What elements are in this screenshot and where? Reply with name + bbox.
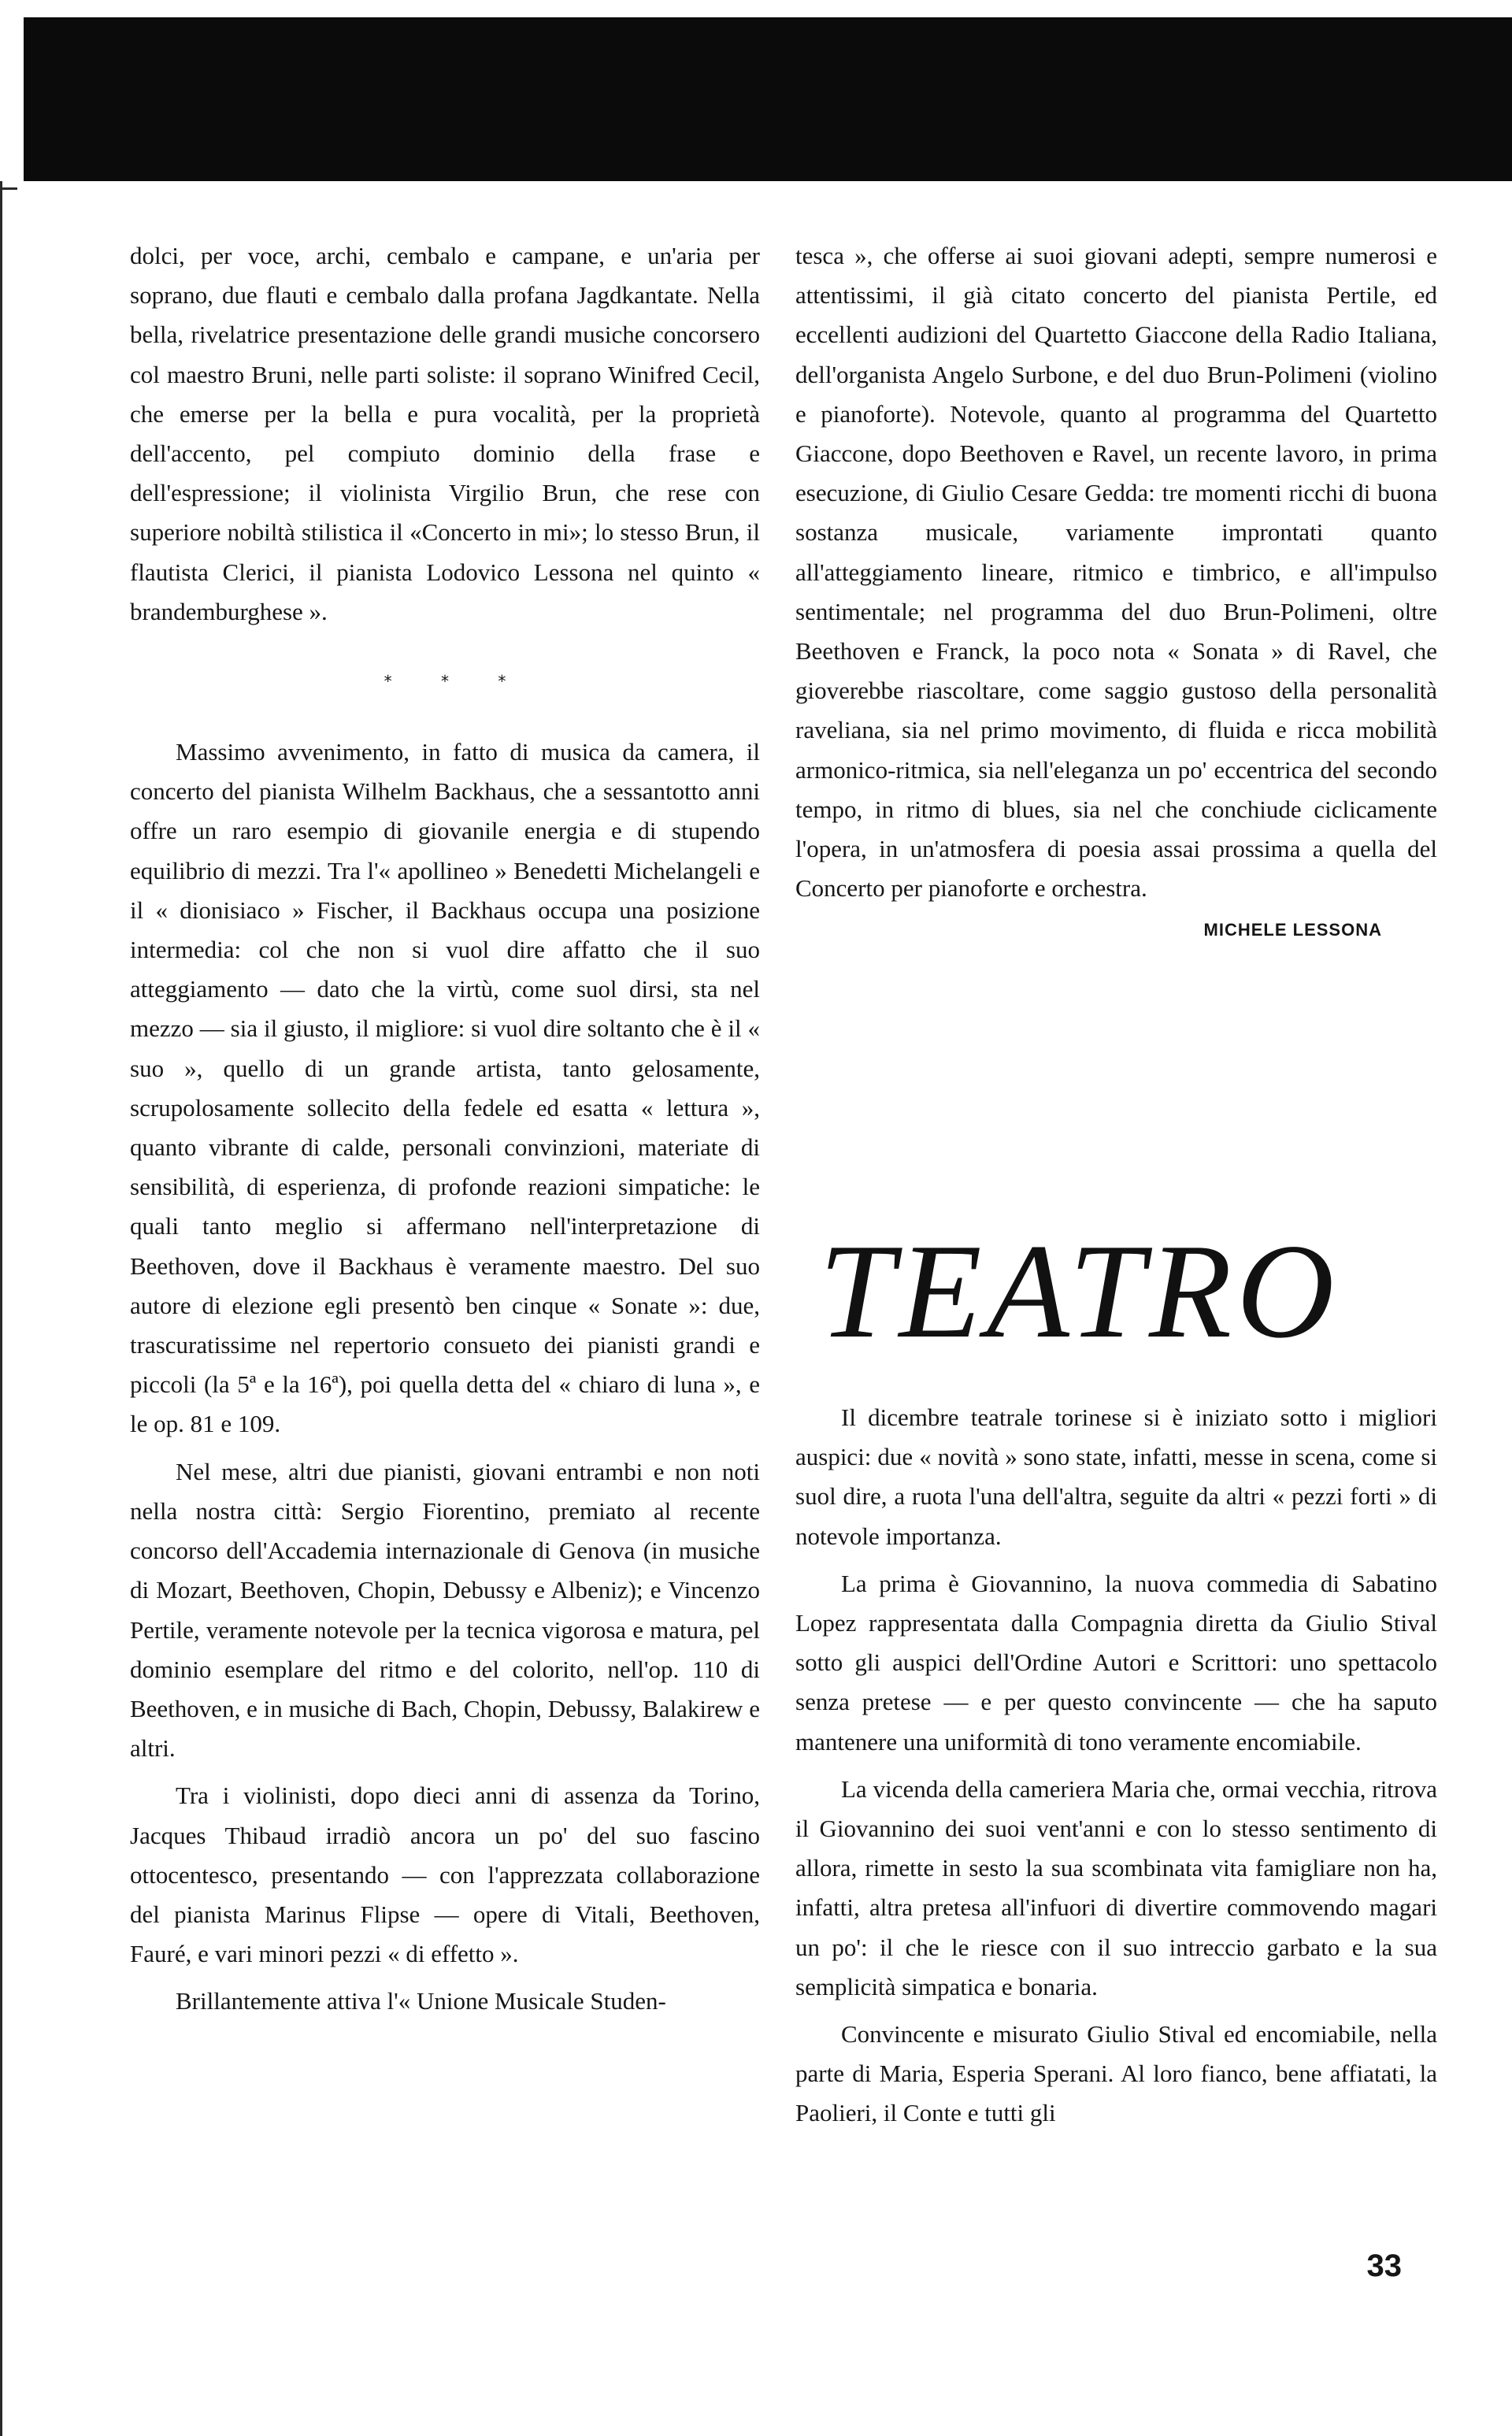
scan-left-edge bbox=[0, 181, 2, 2436]
section-separator-stars: * * * bbox=[384, 672, 528, 691]
paragraph-unione-continued: tesca », che offerse ai suoi giovani adepti, sempre numerosi e attentissimi, il già citato concerto del pianista Pertile, ed eccellenti audizioni del Quartetto Giaccone della Radio Italiana, dell'organista Angelo Surbone, e del duo Brun-Polimeni (violino e pianoforte). Notevole, quanto al programma del Quartetto Giaccone, dopo Beethoven e Ravel, un recente lavoro, in prima esecuzione, di Giulio Cesare Gedda: tre momenti ricchi di buona sostanza musicale, variamente improntati quanto all'atteggiamento lineare, ritmico e timbrico, e all'impulso sentimentale; nel programma del duo Brun-Polimeni, oltre Beethoven e Franck, la poco nota « Sonata » di Ravel, che gioverebbe riascoltare, come saggio gustoso della personalità raveliana, sia nel primo movimento, di fluida e ricca mobilità armonico-ritmica, sia nell'eleganza un po' eccentrica del secondo tempo, in ritmo di blues, sia nel che conchiude ciclicamente l'opera, in un'atmosfera di poesia assai prossima a quella del Concerto per pianoforte e orchestra. bbox=[795, 242, 1437, 903]
teatro-column bbox=[795, 1398, 1437, 2134]
left-column bbox=[130, 236, 760, 2022]
paragraph-backhaus: Massimo avvenimento, in fatto di musica da camera, il concerto del pianista Wilhelm Backhaus, che a sessantotto anni offre un raro esempio di giovanile energia e di stupendo equilibrio di mezzi. Tra l'« apollineo » Benedetti Michelangeli e il « dionisiaco » Fischer, il Backhaus occupa una posizione intermedia: col che non si vuol dire affatto che il suo atteggiamento — dato che la virtù, come suol dirsi, sta nel mezzo — sia il giusto, il migliore: si vuol dire soltanto che è il « suo », quello di un grande artista, tanto gelosamente, scrupolosamente sollecito della fedele ed esatta « lettura », quanto vibrante di calde, personali convinzioni, materiate di sensibilità, di esperienza, di profonde reazioni simpatiche: le quali tanto meglio si affermano nell'interpretazione di Beethoven, dove il Backhaus è veramente maestro. Del suo autore di elezione egli presentò ben cinque « Sonate »: due, trascuratissime nel repertorio consueto dei pianisti grandi e piccoli (la 5ª e la 16ª), poi quella detta del « chiaro di luna », e le op. 81 e 109. bbox=[130, 738, 760, 1438]
section-heading-teatro: TEATRO bbox=[819, 1217, 1340, 1366]
paragraph-bach-concert: dolci, per voce, archi, cembalo e campane, e un'aria per soprano, due flauti e cembalo dalla profana Jagdkantate. Nella bella, rivelatrice presentazione delle grandi musiche concorsero col maestro Bruni, nelle parti soliste: il soprano Winifred Cecil, che emerse per la bella e pura vocalità, per la proprietà dell'accento, pel compiuto dominio della frase e dell'espressione; il violinista Virgilio Brun, che rese con superiore nobiltà stilistica il «Concerto in mi»; lo stesso Brun, il flautista Clerici, il pianista Lodovico Lessona nel quinto « brandemburghese ». bbox=[130, 242, 760, 625]
right-column bbox=[795, 236, 1437, 946]
paragraph-cast: Convincente e misurato Giulio Stival ed encomiabile, nella parte di Maria, Esperia Sperani. Al loro fianco, bene affiatati, la Paolieri, il Conte e tutti gli bbox=[795, 2020, 1437, 2127]
paragraph-teatro-intro: Il dicembre teatrale torinese si è iniziato sotto i migliori auspici: due « novità » sono state, infatti, messe in scena, come si suol dire, a ruota l'una dell'altra, seguite da altri « pezzi forti » di notevole importanza. bbox=[795, 1403, 1437, 1550]
paragraph-violinists: Tra i violinisti, dopo dieci anni di assenza da Torino, Jacques Thibaud irradiò ancora un po' del suo fascino ottocentesco, presentando — con l'apprezzata collaborazione del pianista Marinus Flipse — opere di Vitali, Beethoven, Fauré, e vari minori pezzi « di effetto ». bbox=[130, 1782, 760, 1968]
paragraph-unione-musicale: Brillantemente attiva l'« Unione Musicale Studen- bbox=[176, 1987, 666, 2015]
scan-left-notch bbox=[0, 187, 17, 190]
paragraph-vicenda: La vicenda della cameriera Maria che, ormai vecchia, ritrova il Giovannino dei suoi vent'anni e con lo stesso sentimento di allora, rimette in sesto la sua scombinata vita famigliare non ha, infatti, altra pretesa all'infuori di divertire commovendo magari un po': il che le riesce con il suo intreccio garbato e la sua semplicità simpatica e bonaria. bbox=[795, 1774, 1437, 2000]
page-number: 33 bbox=[1366, 2249, 1402, 2283]
author-signature: MICHELE LESSONA bbox=[1203, 920, 1382, 940]
scan-top-border bbox=[24, 17, 1512, 181]
paragraph-pianists: Nel mese, altri due pianisti, giovani entrambi e non noti nella nostra città: Sergio Fiorentino, premiato al recente concorso dell'Accademia internazionale di Genova (in musiche di Mozart, Beethoven, Chopin, Debussy e Albeniz); e Vincenzo Pertile, veramente notevole per la tecnica vigorosa e matura, pel dominio esemplare del ritmo e del colorito, nell'op. 110 di Beethoven, e in musiche di Bach, Chopin, Debussy, Balakirew e altri. bbox=[130, 1457, 760, 1763]
paragraph-giovannino: La prima è Giovannino, la nuova commedia di Sabatino Lopez rappresentata dalla Compagnia diretta da Giulio Stival sotto gli auspici dell'Ordine Autori e Scrittori: uno spettacolo senza pretese — e per questo convincente — che ha saputo mantenere una uniformità di tono veramente encomiabile. bbox=[795, 1569, 1437, 1756]
